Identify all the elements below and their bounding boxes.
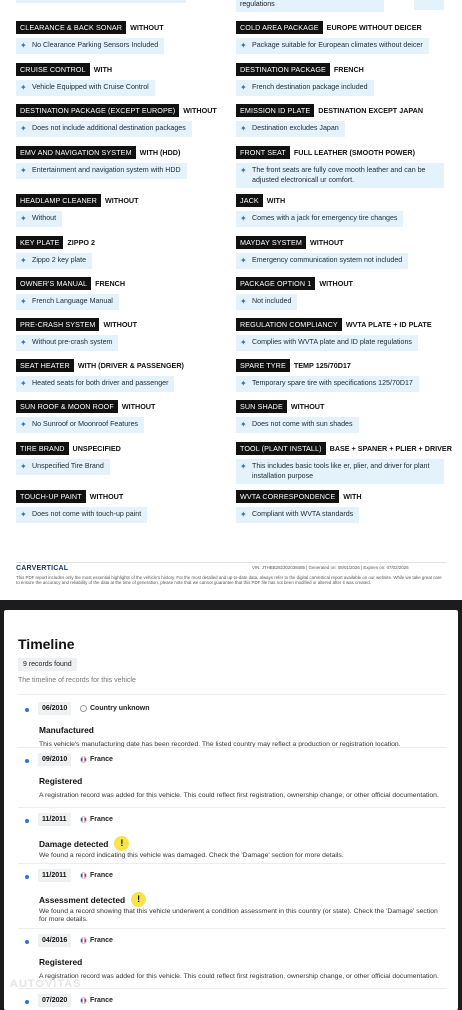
cut-chip-right: regulations [236,0,384,12]
option-label: TOUCH-UP PAINT [16,490,86,503]
option-value: UNSPECIFIED [72,444,121,453]
option-description [236,253,408,269]
sparkle-icon: ✦ [240,297,247,306]
record-title-text: Registered [39,957,83,967]
option-header [16,318,231,331]
divider [18,694,446,695]
option-description-text: Complies with WVTA plate and ID plate regulations [252,338,412,346]
option-value: WITHOUT [183,106,217,115]
option-value: WITH [93,65,113,74]
record-title-text: Assessment detected [39,894,126,905]
france-flag-icon [80,872,87,879]
option-label: WVTA CORRESPONDENCE [236,490,339,503]
option-description [16,376,174,392]
option-item [236,194,451,227]
divider [18,928,446,929]
option-label: SUN ROOF & MOON ROOF [16,400,118,413]
option-value: WITHOUT [103,320,138,329]
option-description-text: Does not include additional destination packages [32,124,186,132]
option-item [16,146,231,179]
option-header [236,490,451,503]
divider [18,747,446,748]
option-description [16,163,187,179]
option-description-text: Does not come with touch-up paint [32,510,142,518]
option-description [16,417,144,433]
record-title-text: Manufactured [39,725,94,735]
timeline-dot-icon [25,875,29,879]
option-header [236,104,451,117]
option-label: PACKAGE OPTION 1 [236,277,315,290]
option-header [236,21,451,34]
record-country [80,872,113,879]
timeline-dot-icon [25,819,29,823]
option-description-text: Emergency communication system not included [252,256,403,264]
option-description-text: This includes basic tools like er, plier, and driver for plant installation purpose [252,462,430,480]
option-header [236,236,451,249]
option-description-text: Without [32,214,57,222]
option-label: DESTINATION PACKAGE [236,63,330,76]
divider [18,807,446,808]
record-description: A registration record was added for this vehicle. This could reflect first registration, ownership change, or other official documentation. [39,973,439,980]
option-header [16,21,231,34]
cut-chip-left [16,0,186,3]
record-date: 07/2020 [38,994,71,1007]
option-description-text: Destination excludes Japan [252,124,339,132]
record-date: 11/2011 [38,813,71,826]
option-header [236,146,451,159]
option-header [236,318,451,331]
sparkle-icon: ✦ [20,462,27,471]
option-label: JACK [236,194,263,207]
option-item [236,490,451,523]
option-label: OWNER'S MANUAL [16,277,91,290]
option-item [16,277,231,310]
record-country [80,937,113,944]
option-description-text: Compliant with WVTA standards [252,510,354,518]
divider [18,863,446,864]
page-title: Timeline [18,636,75,652]
record-title-text: Registered [39,776,83,786]
option-item [16,442,231,475]
sparkle-icon: ✦ [20,124,27,133]
record-title [39,957,82,967]
option-item [236,104,451,137]
option-description [16,335,118,351]
record-country-label: France [90,816,113,823]
option-description [236,38,429,54]
sparkle-icon: ✦ [20,214,27,223]
record-description: We found a record indicating this vehicle was damaged. Check the 'Damage' section for more details. [39,852,344,859]
option-label: SEAT HEATER [16,359,74,372]
option-item [16,63,231,96]
option-value: WITHOUT [89,492,124,501]
option-item [236,400,451,433]
sparkle-icon: ✦ [20,83,27,92]
record-date: 11/2011 [38,869,71,882]
option-description [236,211,403,227]
sparkle-icon: ✦ [240,166,247,175]
records-count-badge: 9 records found [18,658,77,671]
record-country-label: France [90,872,113,879]
record-date: 09/2010 [38,753,71,766]
option-header [236,442,451,455]
watermark: AUTOVITAS [10,978,82,990]
france-flag-icon [80,937,87,944]
option-header [236,63,451,76]
record-description: We found a record showing that this vehicle underwent a condition assessment in this country (or state). Check the 'Damage' section for more details. [39,908,438,924]
option-item [236,442,451,484]
option-description [236,163,444,188]
france-flag-icon [80,997,87,1004]
record-date: 06/2010 [38,702,71,715]
option-item [236,63,451,96]
option-value: WITHOUT [290,402,325,411]
option-header [16,63,231,76]
option-label: DESTINATION PACKAGE (EXCEPT EUROPE) [16,104,179,117]
record-title [39,725,94,735]
sparkle-icon: ✦ [240,124,247,133]
report-footer [16,562,446,586]
globe-icon [80,705,87,712]
sparkle-icon: ✦ [20,420,27,429]
record-country [80,756,113,763]
option-description-text: Vehicle Equipped with Cruise Control [32,83,149,91]
option-description [16,80,155,96]
option-header [16,146,231,159]
option-header [16,400,231,413]
option-label: CRUISE CONTROL [16,63,90,76]
carvertical-logo: CARVERTICAL [16,565,69,572]
record-country-label: France [90,937,113,944]
option-description-text: Unspecified Tire Brand [32,462,104,470]
sparkle-icon: ✦ [240,420,247,429]
record-country [80,997,113,1004]
option-label: MAYDAY SYSTEM [236,236,306,249]
france-flag-icon [80,816,87,823]
record-country [80,816,113,823]
option-value: WITHOUT [310,238,344,247]
option-label: EMISSION ID PLATE [236,104,314,117]
option-description-text: Zippo 2 key plate [32,256,87,264]
option-header [236,359,451,372]
cut-chip-far-right [414,0,444,10]
record-title-text: Damage detected [39,838,109,849]
option-label: TOOL (PLANT INSTALL) [236,442,326,455]
option-value: FRENCH [333,65,364,74]
record-title [39,892,146,907]
option-value: ZIPPO 2 [67,238,95,247]
timeline-page [4,610,458,1010]
option-label: CLEARANCE & BACK SONAR [16,21,126,34]
record-country-label: France [90,756,113,763]
option-description [236,335,418,351]
option-description-text: The front seats are fully cove mooth leather and can be adjusted electronicall ur comfort. [252,166,426,184]
option-item [236,236,451,269]
timeline-dot-icon [25,940,29,944]
option-description [16,211,62,227]
sparkle-icon: ✦ [240,83,247,92]
option-description [236,80,374,96]
option-label: FRONT SEAT [236,146,290,159]
option-value: WITHOUT [319,279,353,288]
option-description-text: Temporary spare tire with specifications 125/70D17 [252,379,413,387]
option-value: FRENCH [95,279,126,288]
record-title [39,836,129,851]
record-date: 04/2016 [38,934,71,947]
record-country-label: Country unknown [90,705,150,712]
sparkle-icon: ✦ [240,214,247,223]
option-header [236,194,451,207]
option-label: HEADLAMP CLEANER [16,194,101,207]
option-label: PRE-CRASH SYSTEM [16,318,99,331]
sparkle-icon: ✦ [20,256,27,265]
option-value: BASE + SPANER + PLIER + DRIVER [329,444,452,453]
sparkle-icon: ✦ [240,256,247,265]
option-label: EMV AND NAVIGATION SYSTEM [16,146,136,159]
report-meta: VIN: JTHBB282302038485 | Generated on: 08/01/2026 | Expires on: 07/02/2026 [252,565,409,570]
timeline-subtitle: The timeline of records for this vehicle [18,677,136,684]
option-description [236,294,297,310]
record-country [80,705,150,712]
option-item [236,146,451,188]
sparkle-icon: ✦ [240,41,247,50]
option-value: DESTINATION EXCEPT JAPAN [318,106,424,115]
option-value: WITH [266,196,286,205]
sparkle-icon: ✦ [240,462,247,471]
option-description-text: Package suitable for European climates without deicer [252,41,423,49]
option-description [16,253,92,269]
option-description-text: No Clearance Parking Sensors Included [32,41,159,49]
option-item [236,318,451,351]
sparkle-icon: ✦ [20,166,27,175]
option-item [236,359,451,392]
option-header [16,277,231,290]
option-item [16,318,231,351]
option-description-text: Does not come with sun shades [252,420,353,428]
sparkle-icon: ✦ [20,338,27,347]
option-label: SPARE TYRE [236,359,290,372]
option-header [16,490,231,503]
france-flag-icon [80,756,87,763]
option-description-text: Without pre-crash system [32,338,113,346]
option-item [16,359,231,392]
option-description [16,459,110,475]
option-value: EUROPE WITHOUT DEICER [326,23,422,32]
option-header [16,359,231,372]
sparkle-icon: ✦ [20,297,27,306]
option-description [16,507,147,523]
option-label: SUN SHADE [236,400,287,413]
option-description [236,121,345,137]
option-item [236,277,451,310]
option-description-text: Heated seats for both driver and passenger [32,379,169,387]
sparkle-icon: ✦ [20,379,27,388]
option-description-text: French destination package included [252,83,368,91]
option-description [236,417,359,433]
option-header [236,400,451,413]
record-country-label: France [90,997,113,1004]
option-description-text: French Language Manual [32,297,113,305]
option-value: WITHOUT [121,402,156,411]
option-label: COLD AREA PACKAGE [236,21,323,34]
warning-icon [114,836,129,851]
option-description [236,376,419,392]
option-item [16,194,231,227]
sparkle-icon: ✦ [240,338,247,347]
option-value: WITH (HDD) [139,148,181,157]
option-description [16,38,164,54]
option-description [236,507,359,523]
timeline-dot-icon [25,708,29,712]
disclaimer: This PDF report includes only the most essential highlights of the vehicle's history. For the most detailed and up-to-date data, always refer to the digital carVertical report available on our website. While we take great care to ensure the accuracy and reliability of the data at the time of generation, please note that we cannot guarantee that this PDF file has not been modified or altered after it was created. [16,575,442,586]
option-item [236,21,451,54]
option-value: TEMP 125/70D17 [293,361,351,370]
divider [18,988,446,989]
option-description-text: Entertainment and navigation system with HDD [32,166,181,174]
record-title [39,776,82,786]
option-description [16,294,119,310]
option-label: KEY PLATE [16,236,63,249]
timeline-dot-icon [25,1000,29,1004]
option-description-text: Not included [252,297,292,305]
warning-icon [131,892,146,907]
timeline-dot-icon [25,759,29,763]
sparkle-icon: ✦ [20,41,27,50]
option-item [16,236,231,269]
option-item [16,490,231,523]
option-item [16,104,231,137]
option-value: WVTA PLATE + ID PLATE [345,320,432,329]
option-description-text: Comes with a jack for emergency tire changes [252,214,398,222]
record-description: This vehicle's manufacturing date has been recorded. The listed country may reflect a production or registration location. [39,741,401,748]
option-item [16,21,231,54]
option-description [16,121,192,137]
option-value: WITHOUT [104,196,139,205]
option-item [16,400,231,433]
option-value: WITH [343,492,362,501]
option-header [16,194,231,207]
option-header [236,277,451,290]
option-value: FULL LEATHER (SMOOTH POWER) [293,148,415,157]
option-value: WITH (DRIVER & PASSENGER) [77,361,184,370]
sparkle-icon: ✦ [240,510,247,519]
option-description [236,459,444,484]
option-description-text: No Sunroof or Moonroof Features [32,420,139,428]
sparkle-icon: ✦ [20,510,27,519]
sparkle-icon: ✦ [240,379,247,388]
option-header [16,442,231,455]
option-header [16,236,231,249]
record-description: A registration record was added for this vehicle. This could reflect first registration, ownership change, or other official documentation. [39,792,439,799]
option-label: TIRE BRAND [16,442,69,455]
option-header [16,104,231,117]
option-value: WITHOUT [130,23,164,32]
option-label: REGULATION COMPLIANCY [236,318,342,331]
